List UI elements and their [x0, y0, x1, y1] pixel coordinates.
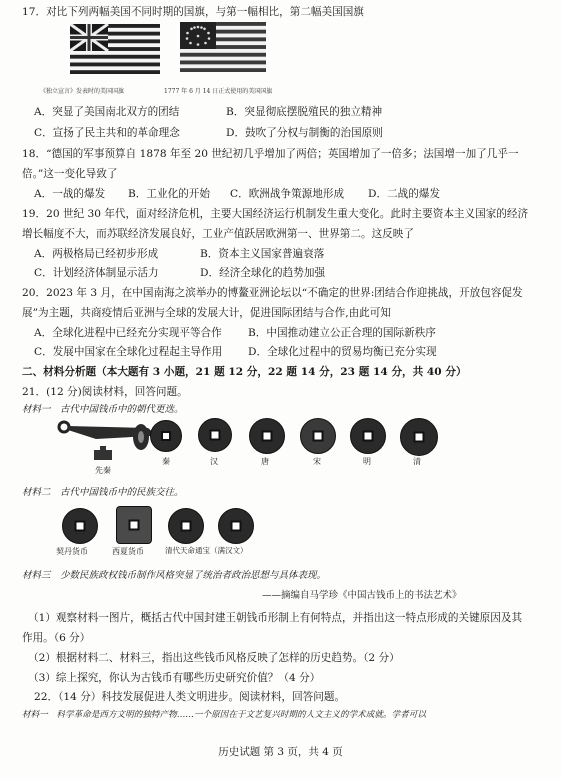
xixia-coin — [116, 506, 152, 544]
q19-line1: 19．20 世纪 30 年代，面对经济危机，主要大国经济运行机制发生重大变化。此时主要资本主义国家的经济 — [22, 208, 529, 220]
q20-line2: 展”为主题，共商疫情后亚洲与全球的发展大计，促进国际团结与合作,由此可知 — [22, 307, 391, 319]
q19-option-c[interactable]: C．计划经济体制显示活力 — [34, 267, 159, 279]
label-khitan: 契丹货币 — [56, 547, 88, 556]
q18-option-c[interactable]: C．欧洲战争策源地形成 — [230, 188, 345, 200]
song-coin — [300, 418, 336, 454]
q17-option-d[interactable]: D．鼓吹了分权与制衡的治国原则 — [226, 127, 383, 139]
q21-part1-line1: （1）观察材料一图片，概括古代中国封建王朝钱币形制上有何特点，并指出这一特点形成的关键原因及其 — [28, 612, 523, 624]
q18-line2: 倍。”这一变化导致了 — [22, 168, 118, 180]
q21-material1: 材料一 古代中国钱币中的朝代更迭。 — [22, 404, 184, 415]
q19-option-b[interactable]: B．资本主义国家普遍衰落 — [200, 248, 325, 260]
label-han: 汉 — [210, 457, 218, 466]
q21-part2: （2）根据材料二、材料三，指出这些钱币风格反映了怎样的历史趋势。（2 分） — [28, 652, 400, 664]
q18-option-d[interactable]: D．二战的爆发 — [368, 188, 441, 200]
q21-material3: 材料三 少数民族政权钱币制作风格突显了统治者政治思想与具体表现。 — [22, 570, 327, 581]
q19-line2: 增长幅度不大，而苏联经济发展良好，工业产值跃居欧洲第一、世界第二。这反映了 — [22, 228, 414, 240]
q18-option-a[interactable]: A．一战的爆发 — [34, 188, 106, 200]
label-tianming: 清代天命通宝（满汉文） — [165, 546, 248, 555]
q17-option-b[interactable]: B．突显彻底摆脱殖民的独立精神 — [226, 106, 383, 118]
q21-part3: （3）综上探究，你认为古钱币有哪些历史研究价值？（4 分） — [28, 672, 321, 684]
qin-coin — [150, 420, 182, 452]
q20-option-b[interactable]: B．中国推动建立公正合理的国际新秩序 — [248, 327, 436, 339]
tianming-coin-chinese — [168, 508, 204, 544]
label-xianqin: 先秦 — [95, 466, 111, 475]
flag1-caption: 《独立宣言》发表时的美国国旗 — [40, 88, 125, 95]
khitan-coin — [62, 508, 98, 544]
label-ming: 明 — [363, 457, 371, 466]
betsy-ross-flag-image — [180, 22, 266, 72]
q18-option-b[interactable]: B．工业化的开始 — [128, 188, 210, 200]
q21-material2: 材料二 古代中国钱币中的民族交往。 — [22, 487, 184, 498]
flag2-caption: 1777 年 6 月 14 日正式使用的美国国旗 — [164, 88, 273, 95]
q17-stem: 17．对比下列两幅美国不同时期的国旗，与第一幅相比，第二幅美国国旗 — [22, 6, 364, 18]
q20-line1: 20．2023 年 3 月，在中国南海之滨举办的博鳌亚洲论坛以“不确定的世界:团结合作迎挑战，开放包容促发 — [22, 287, 523, 299]
q17-option-a[interactable]: A．突显了美国南北双方的团结 — [34, 106, 180, 118]
q20-option-d[interactable]: D．全球化过程中的贸易均衡已充分实现 — [248, 346, 437, 358]
spade-coin-image — [130, 422, 152, 452]
grand-union-flag-image — [70, 24, 160, 74]
q21-source: ——摘编自马学珍《中国古钱币上的书法艺术》 — [262, 590, 462, 601]
q20-option-c[interactable]: C．发展中国家在全球化过程起主导作用 — [34, 346, 223, 358]
label-tang: 唐 — [261, 457, 269, 466]
q21-stem: 21．(12 分)阅读材料，回答问题。 — [22, 386, 188, 398]
q22-material1: 材料一 科学革命是西方文明的独特产物……一个原因在于文艺复兴时期的人文主义的学术成就。学者可以 — [22, 710, 426, 720]
label-qin: 秦 — [162, 457, 170, 466]
q19-option-a[interactable]: A．两极格局已经初步形成 — [34, 248, 159, 260]
tang-coin — [249, 418, 285, 454]
label-qing: 清 — [413, 457, 421, 466]
q22-stem: 22．（14 分）科技发展促进人类文明进步。阅读材料，回答问题。 — [34, 691, 346, 703]
q17-option-c[interactable]: C．宣扬了民主共和的革命理念 — [34, 127, 180, 139]
section-heading: 二、材料分析题（本大题有 3 小题，21 题 12 分，22 题 14 分，23 题 14 分，共 40 分） — [22, 366, 467, 378]
qing-coin — [400, 418, 438, 456]
q21-part1-line2: 作用。（6 分） — [22, 632, 91, 644]
label-song: 宋 — [313, 457, 321, 466]
q20-option-a[interactable]: A．全球化进程中已经充分实现平等合作 — [34, 327, 222, 339]
tianming-coin-manchu — [218, 508, 254, 544]
q19-option-d[interactable]: D．经济全球化的趋势加强 — [200, 267, 326, 279]
han-coin — [198, 418, 232, 452]
page-footer: 历史试题 第 3 页，共 4 页 — [218, 746, 343, 758]
q18-line1: 18．“德国的军事预算自 1878 年至 20 世纪初几乎增加了两倍；英国增加了一倍多；法国增一加了几乎一 — [22, 148, 519, 160]
label-xixia: 西夏货币 — [112, 547, 144, 556]
ming-coin — [350, 418, 386, 454]
